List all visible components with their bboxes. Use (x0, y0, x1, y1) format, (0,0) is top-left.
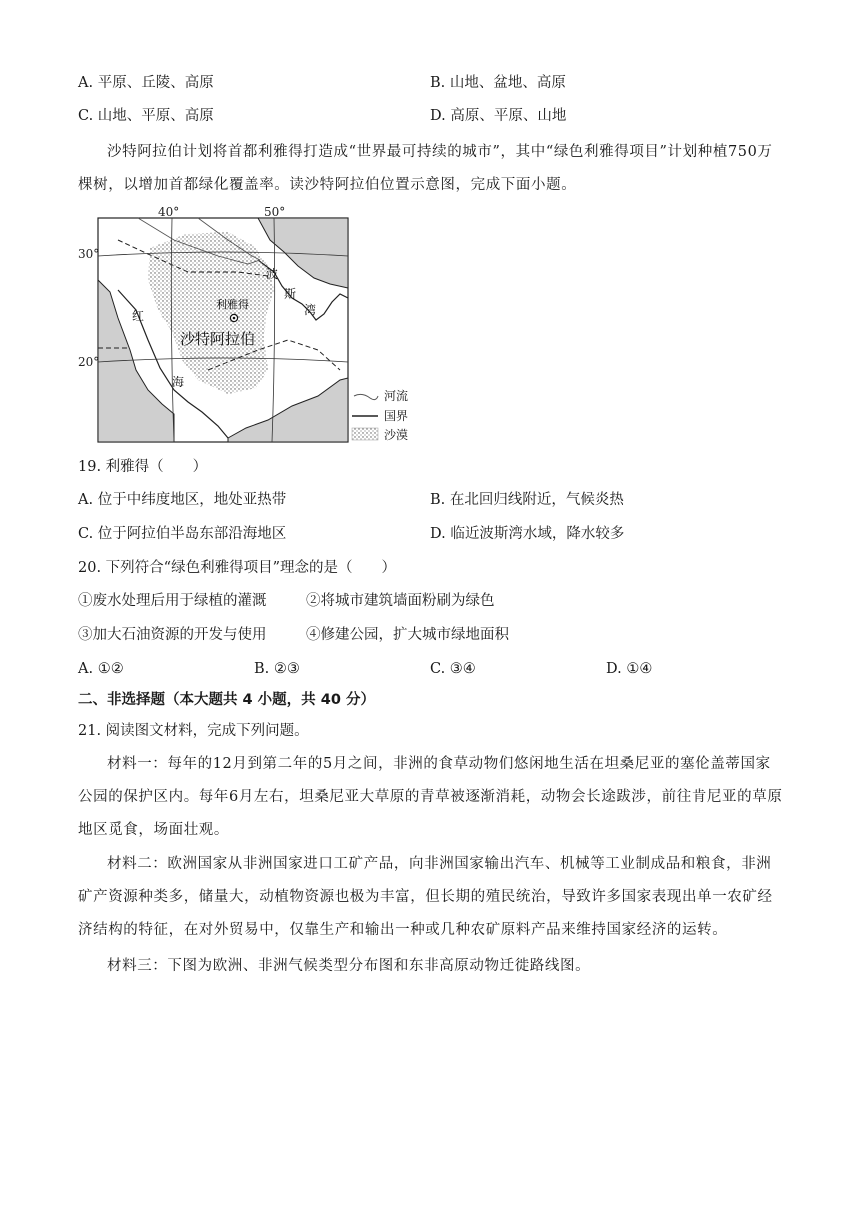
lat-label-20: 20° (78, 355, 100, 369)
q19-option-c: C. 位于阿拉伯半岛东部沿海地区 (78, 526, 287, 542)
q20-item-1: ①废水处理后用于绿植的灌溉 (78, 593, 267, 609)
lon-label-50: 50° (264, 205, 286, 219)
q21-stem: 21. 阅读图文材料，完成下列问题。 (78, 723, 309, 739)
legend-border-label: 国界 (384, 409, 409, 423)
q21-material-3: 材料三：下图为欧洲、非洲气候类型分布图和东非高原动物迁徙路线图。 (107, 958, 591, 974)
red-sea-label-1: 红 (132, 309, 145, 323)
q20-stem: 20. 下列符合“绿色利雅得项目”理念的是（ ） (78, 560, 396, 576)
red-sea-label-2: 海 (172, 375, 185, 389)
q-prev-option-c: C. 山地、平原、高原 (78, 108, 214, 124)
q19-option-d: D. 临近波斯湾水域，降水较多 (430, 526, 625, 542)
q19-stem: 19. 利雅得（ ） (78, 459, 208, 475)
gulf-label-3: 湾 (304, 303, 317, 317)
q20-option-c: C. ③④ (430, 661, 476, 677)
legend-river-symbol (354, 394, 378, 399)
q20-option-d: D. ①④ (606, 661, 653, 677)
legend-desert-label: 沙漠 (384, 428, 409, 442)
q19-option-b: B. 在北回归线附近，气候炎热 (430, 492, 624, 508)
gulf-label-1: 波 (266, 267, 279, 281)
country-label: 沙特阿拉伯 (180, 330, 256, 348)
q21-material-1: 材料一：每年的12月到第二年的5月之间，非洲的食草动物们悠闲地生活在坦桑尼亚的塞伦盖蒂国家公园的保护区内。每年6月左右，坦桑尼亚大草原的青草被逐渐消耗，动物会长途跋涉，前往肯尼亚的草原地区觅食，场面壮观。 (78, 756, 783, 838)
lat-label-30: 30° (78, 247, 100, 261)
q20-item-4: ④修建公园，扩大城市绿地面积 (306, 627, 509, 643)
q-prev-option-d: D. 高原、平原、山地 (430, 108, 567, 124)
q20-option-b: B. ②③ (254, 661, 300, 677)
q20-option-a: A. ①② (78, 661, 124, 677)
gulf-label-2: 斯 (284, 287, 297, 301)
lon-label-40: 40° (158, 205, 180, 219)
legend-river-label: 河流 (384, 389, 409, 403)
section-2-heading: 二、非选择题（本大题共 4 小题，共 40 分） (78, 692, 375, 708)
q21-material-2: 材料二：欧洲国家从非洲国家进口工矿产品，向非洲国家输出汽车、机械等工业制成品和粮食，非洲矿产资源种类多，储量大，动植物资源也极为丰富，但长期的殖民统治，导致许多国家表现出单一农矿经济结构的特征，在对外贸易中，仅靠生产和输出一种或几种农矿原料产品来维持国家经济的运转。 (78, 856, 773, 938)
q-prev-option-b: B. 山地、盆地、高原 (430, 75, 566, 91)
city-label: 利雅得 (216, 298, 249, 311)
legend-desert-symbol (352, 428, 378, 440)
q19-option-a: A. 位于中纬度地区，地处亚热带 (78, 492, 287, 508)
intro-paragraph: 沙特阿拉伯计划将首都利雅得打造成“世界最可持续的城市”，其中“绿色利雅得项目”计划种植750万棵树，以增加首都绿化覆盖率。读沙特阿拉伯位置示意图，完成下面小题。 (78, 144, 773, 193)
q20-item-3: ③加大石油资源的开发与使用 (78, 627, 267, 643)
q20-item-2: ②将城市建筑墙面粉刷为绿色 (306, 593, 495, 609)
q-prev-option-a: A. 平原、丘陵、高原 (78, 75, 214, 91)
saudi-arabia-location-map (78, 200, 430, 448)
